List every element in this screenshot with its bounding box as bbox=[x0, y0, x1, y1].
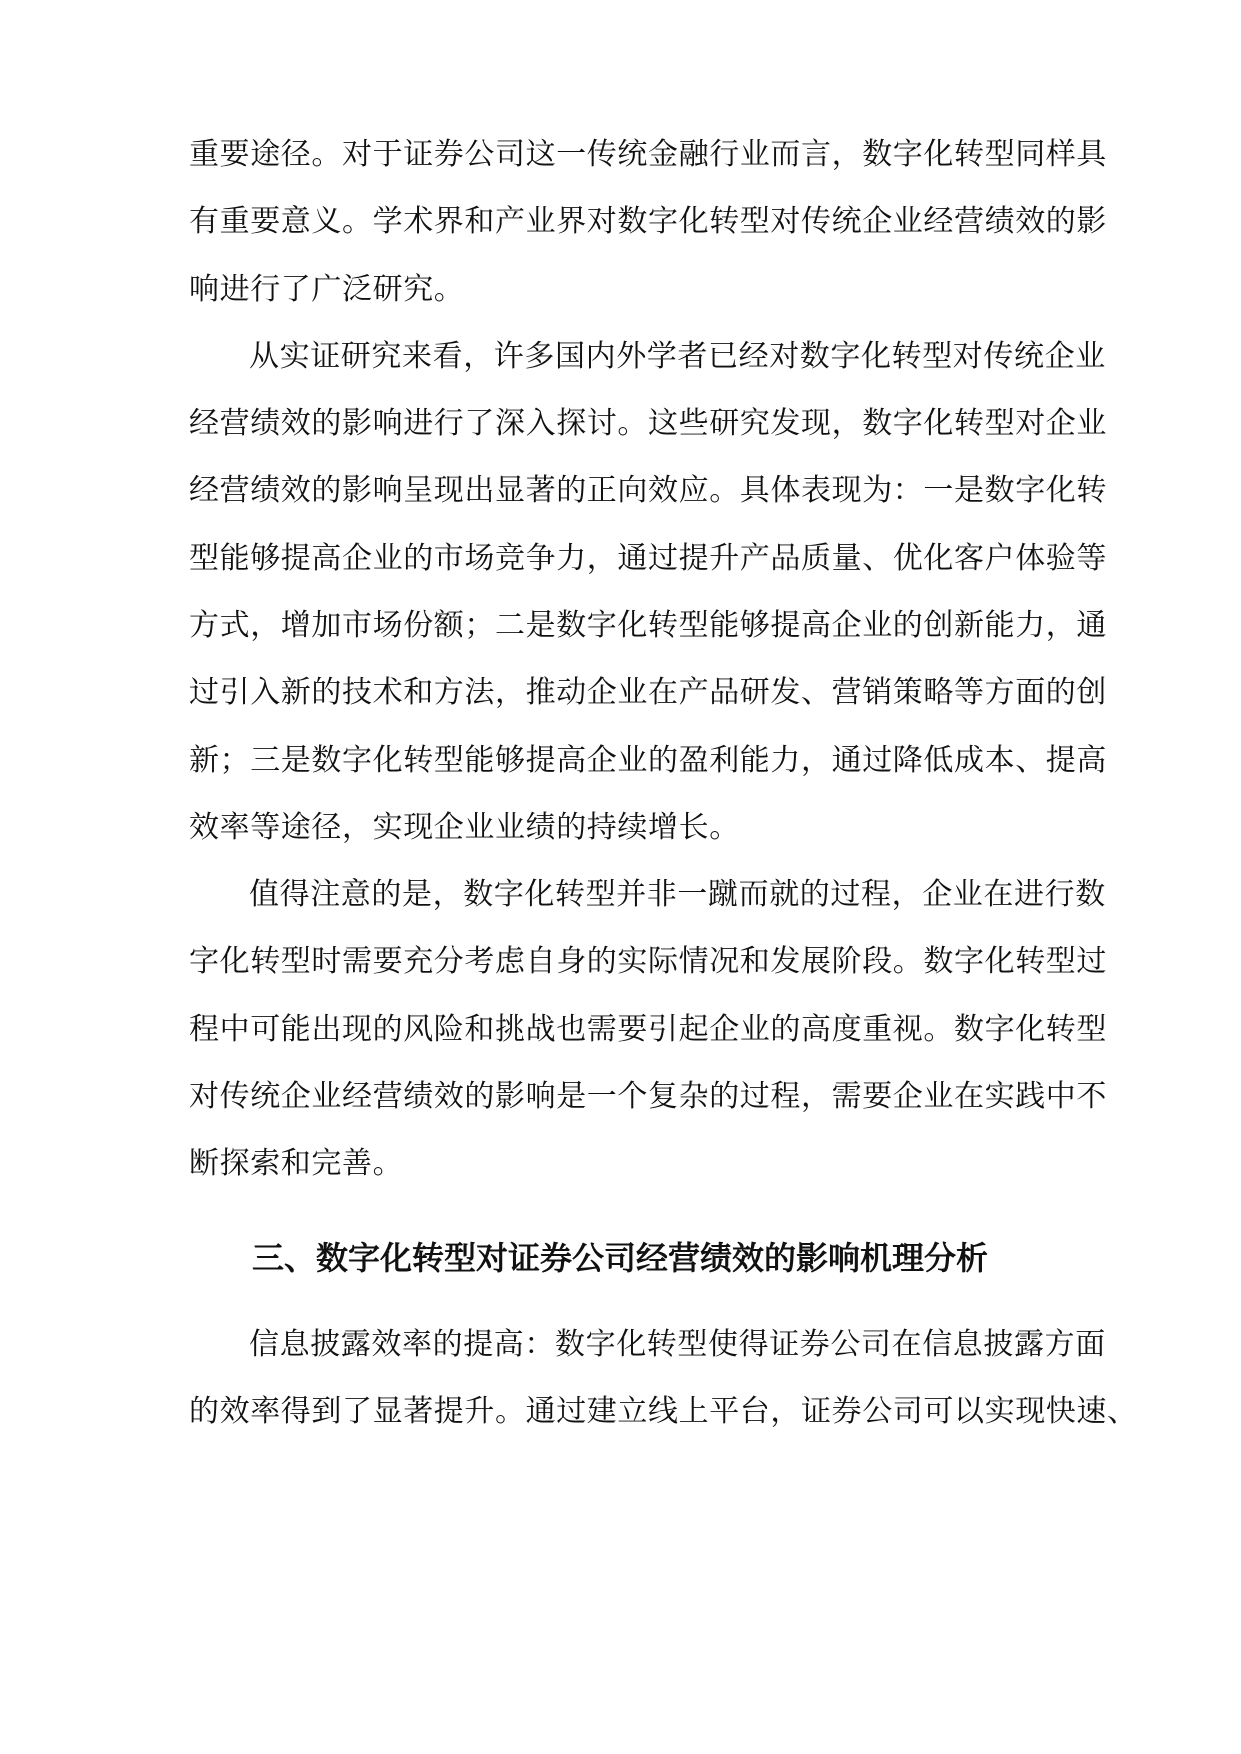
text-line: 对传统企业经营绩效的影响是一个复杂的过程，需要企业在实践中不 bbox=[189, 1079, 1107, 1114]
text-line: 响进行了广泛研究。 bbox=[189, 272, 465, 307]
text-line: 过引入新的技术和方法，推动企业在产品研发、营销策略等方面的创 bbox=[189, 675, 1107, 710]
text-line: 字化转型时需要充分考虑自身的实际情况和发展阶段。数字化转型过 bbox=[189, 944, 1107, 979]
paragraph-first-line: 信息披露效率的提高：数字化转型使得证券公司在信息披露方面 bbox=[249, 1327, 1106, 1362]
text-line: 有重要意义。学术界和产业界对数字化转型对传统企业经营绩效的影 bbox=[189, 204, 1107, 239]
text-line: 新；三是数字化转型能够提高企业的盈利能力，通过降低成本、提高 bbox=[189, 743, 1107, 778]
paragraph-first-line: 值得注意的是，数字化转型并非一蹴而就的过程，企业在进行数 bbox=[249, 877, 1106, 912]
text-line: 程中可能出现的风险和挑战也需要引起企业的高度重视。数字化转型 bbox=[189, 1012, 1107, 1047]
text-line: 断探索和完善。 bbox=[189, 1146, 404, 1181]
text-line: 经营绩效的影响呈现出显著的正向效应。具体表现为：一是数字化转 bbox=[189, 473, 1107, 508]
text-line: 经营绩效的影响进行了深入探讨。这些研究发现，数字化转型对企业 bbox=[189, 406, 1107, 441]
text-line: 型能够提高企业的市场竞争力，通过提升产品质量、优化客户体验等 bbox=[189, 541, 1107, 576]
paragraph-first-line: 从实证研究来看，许多国内外学者已经对数字化转型对传统企业 bbox=[249, 339, 1106, 374]
section-heading: 三、数字化转型对证券公司经营绩效的影响机理分析 bbox=[251, 1239, 988, 1277]
text-line: 效率等途径，实现企业业绩的持续增长。 bbox=[189, 810, 740, 845]
text-line: 重要途径。对于证券公司这一传统金融行业而言，数字化转型同样具 bbox=[189, 137, 1107, 172]
text-line: 方式，增加市场份额；二是数字化转型能够提高企业的创新能力，通 bbox=[189, 608, 1107, 643]
text-line: 的效率得到了显著提升。通过建立线上平台，证券公司可以实现快速、 bbox=[189, 1394, 1138, 1429]
